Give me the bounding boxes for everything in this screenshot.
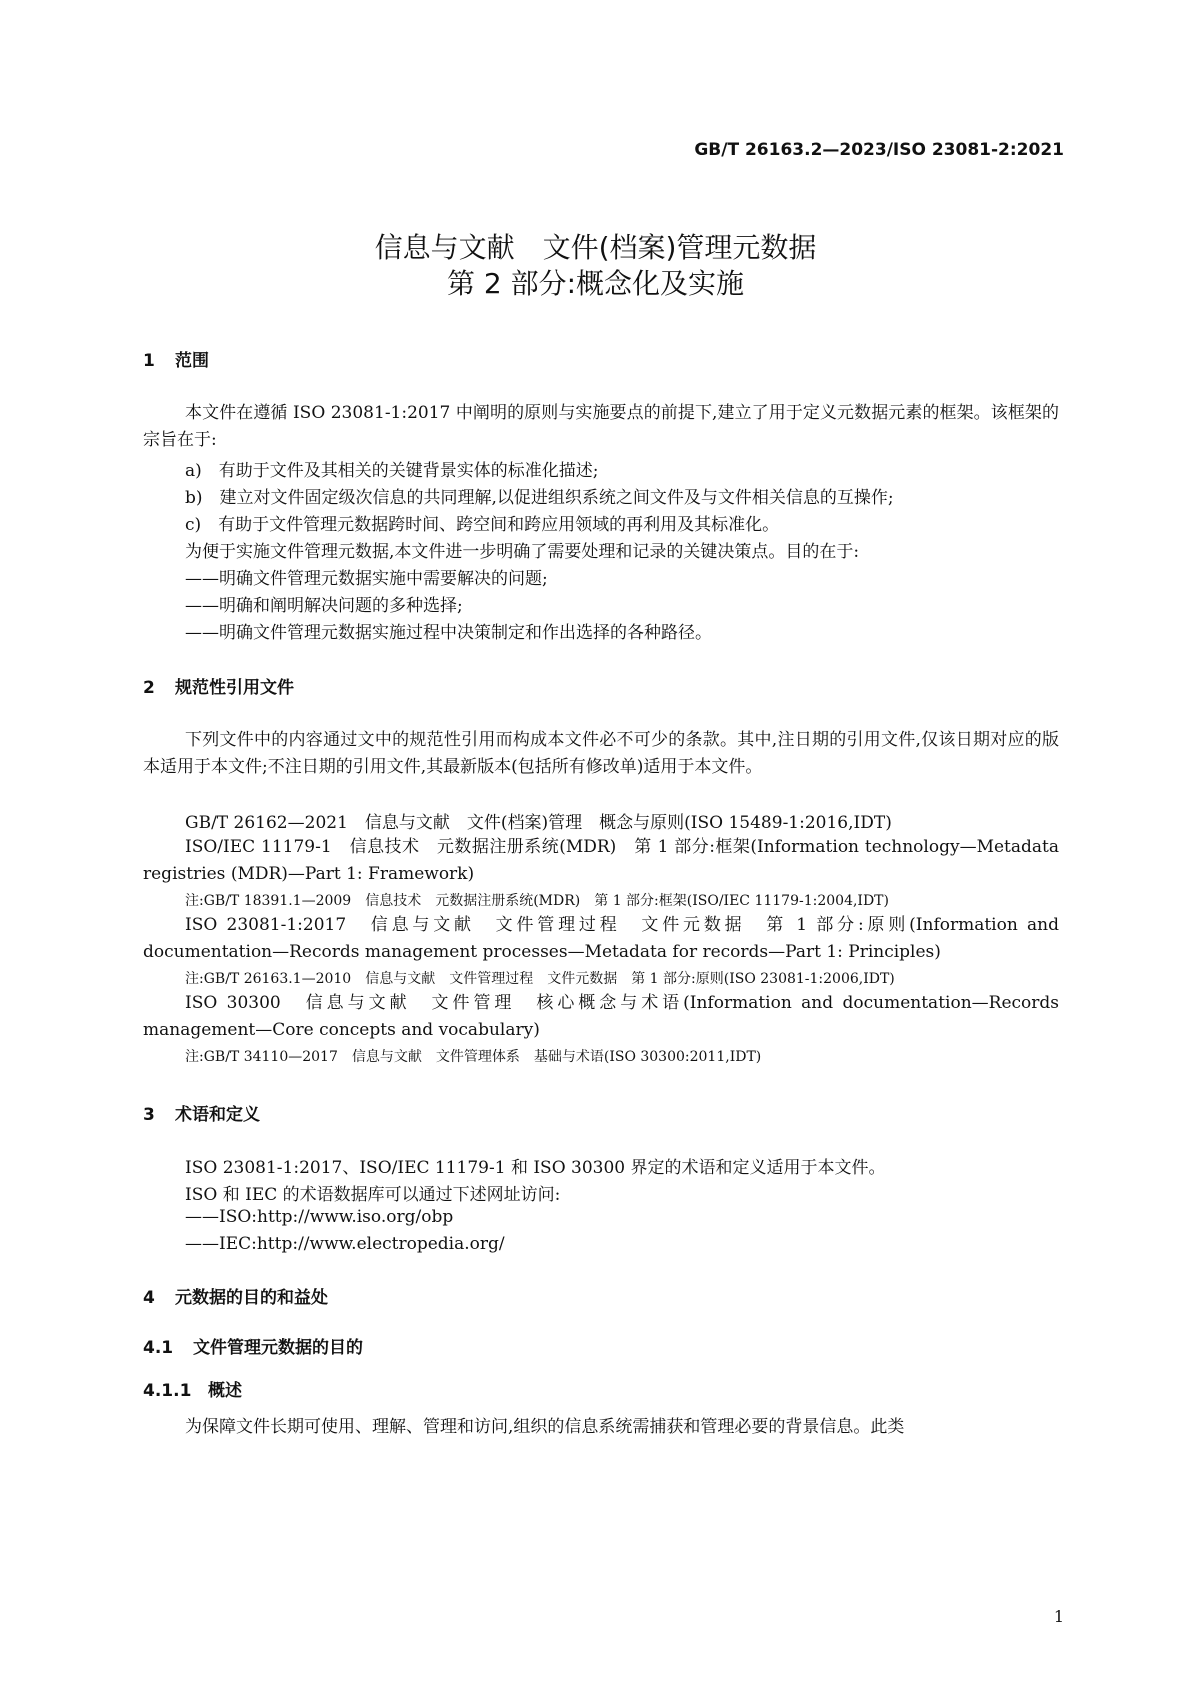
- section-1-heading: [143, 346, 209, 371]
- iec-link[interactable]: ——IEC:http://www.electropedia.org/: [185, 1234, 505, 1254]
- section-1-intro2: 为便于实施文件管理元数据,本文件进一步明确了需要处理和记录的关键决策点。目的在于:: [185, 542, 860, 562]
- page-number: 1: [1053, 1607, 1064, 1626]
- section-3-text: ISO 23081-1:2017、ISO/IEC 11179-1 和 ISO 30300 界定的术语和定义适用于本文件。: [185, 1158, 886, 1178]
- dash-item: ——明确文件管理元数据实施中需要解决的问题;: [185, 569, 548, 589]
- section-2-intro: 下列文件中的内容通过文中的规范性引用而构成本文件必不可少的条款。其中,注日期的引用文件,仅该日期对应的版本适用于本文件;不注日期的引用文件,其最新版本(包括所有修改单)适用于本文件。: [143, 730, 1059, 777]
- normative-reference: ISO 23081-1:2017 信息与文献 文件管理过程 文件元数据 第 1 部分:原则(Information and documentation—Records management processes—Metadata for records—Part 1: Principles): [143, 915, 1059, 962]
- normative-reference: ISO 30300 信息与文献 文件管理 核心概念与术语(Information and documentation—Records management—Core concepts and vocabulary): [143, 993, 1059, 1040]
- section-4-1-heading: [143, 1333, 363, 1358]
- section-2-heading: [143, 673, 294, 698]
- section-title: 文件管理元数据的目的: [193, 1338, 363, 1358]
- section-number: 4.1: [143, 1338, 174, 1358]
- document-title-line1: 信息与文献 文件(档案)管理元数据: [374, 231, 817, 264]
- dash-item: ——明确文件管理元数据实施过程中决策制定和作出选择的各种路径。: [185, 623, 712, 643]
- section-title: 元数据的目的和益处: [175, 1288, 328, 1308]
- normative-reference: GB/T 26162—2021 信息与文献 文件(档案)管理 概念与原则(ISO 15489-1:2016,IDT): [185, 813, 892, 833]
- section-3-text: ISO 和 IEC 的术语数据库可以通过下述网址访问:: [185, 1185, 561, 1205]
- iso-link[interactable]: ——ISO:http://www.iso.org/obp: [185, 1207, 454, 1227]
- section-4-1-1-text: 为保障文件长期可使用、理解、管理和访问,组织的信息系统需捕获和管理必要的背景信息。此类: [185, 1417, 905, 1437]
- section-number: 1: [143, 351, 155, 371]
- section-title: 术语和定义: [175, 1105, 260, 1125]
- list-item: c) 有助于文件管理元数据跨时间、跨空间和跨应用领域的再利用及其标准化。: [185, 515, 780, 535]
- section-number: 2: [143, 678, 155, 698]
- document-code: GB/T 26163.2—2023/ISO 23081-2:2021: [694, 140, 1064, 160]
- section-number: 3: [143, 1105, 155, 1125]
- normative-reference: ISO/IEC 11179-1 信息技术 元数据注册系统(MDR) 第 1 部分:框架(Information technology—Metadata registries (MDR)—Part 1: Framework): [143, 837, 1059, 884]
- list-item: b) 建立对文件固定级次信息的共同理解,以促进组织系统之间文件及与文件相关信息的互操作;: [185, 488, 894, 508]
- section-title: 规范性引用文件: [175, 678, 294, 698]
- reference-note: 注:GB/T 34110—2017 信息与文献 文件管理体系 基础与术语(ISO 30300:2011,IDT): [185, 1049, 762, 1065]
- list-item: a) 有助于文件及其相关的关键背景实体的标准化描述;: [185, 461, 599, 481]
- section-title: 范围: [175, 351, 209, 371]
- document-title-line2: 第 2 部分:概念化及实施: [446, 267, 745, 300]
- section-title: 概述: [208, 1381, 242, 1401]
- section-4-1-1-heading: [143, 1376, 242, 1401]
- reference-note: 注:GB/T 18391.1—2009 信息技术 元数据注册系统(MDR) 第 1 部分:框架(ISO/IEC 11179-1:2004,IDT): [185, 893, 889, 909]
- section-3-heading: [143, 1100, 260, 1125]
- section-number: 4: [143, 1288, 155, 1308]
- section-number: 4.1.1: [143, 1381, 192, 1401]
- section-1-intro: 本文件在遵循 ISO 23081-1:2017 中阐明的原则与实施要点的前提下,建立了用于定义元数据元素的框架。该框架的宗旨在于:: [143, 403, 1059, 450]
- section-4-heading: [143, 1283, 328, 1308]
- reference-note: 注:GB/T 26163.1—2010 信息与文献 文件管理过程 文件元数据 第 1 部分:原则(ISO 23081-1:2006,IDT): [185, 971, 895, 987]
- dash-item: ——明确和阐明解决问题的多种选择;: [185, 596, 463, 616]
